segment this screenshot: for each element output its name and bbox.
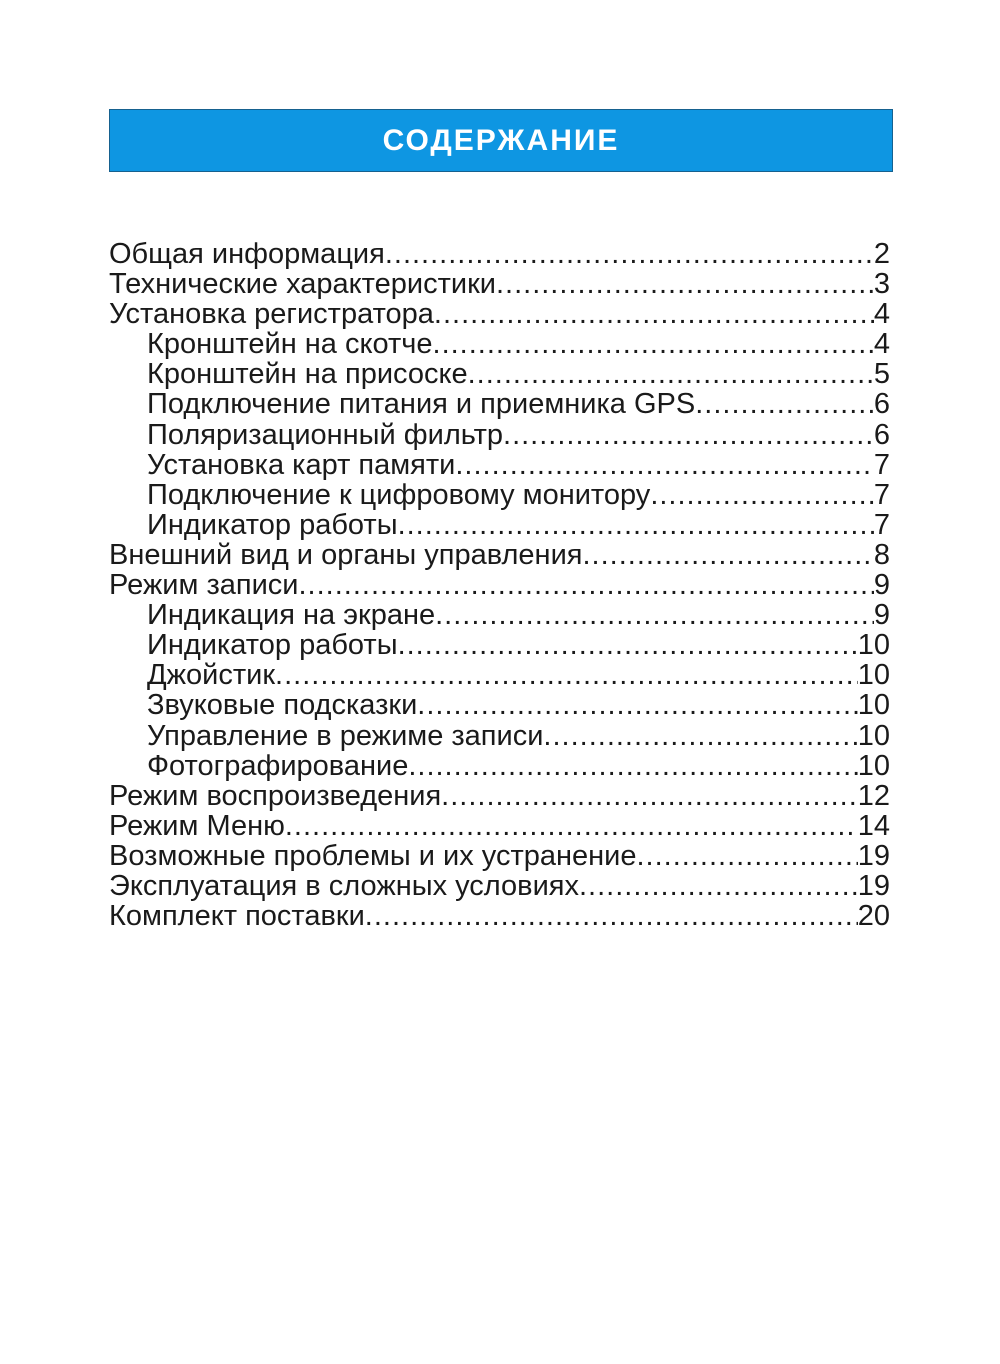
toc-page-number: 14 [857, 809, 890, 842]
toc-page-number: 10 [857, 719, 890, 752]
toc-item-label: Внешний вид и органы управления [109, 538, 583, 571]
table-of-contents [109, 239, 890, 931]
toc-dot-leader [299, 570, 874, 600]
toc-page-number: 7 [873, 448, 890, 481]
toc-item-label: Фотографирование [147, 749, 409, 782]
toc-item-label: Звуковые подсказки [147, 689, 418, 722]
toc-dot-leader [503, 420, 874, 450]
toc-item-label: Кронштейн на присоске [147, 358, 468, 391]
toc-item-label: Установка карт памяти [147, 448, 456, 481]
toc-dot-leader [365, 901, 858, 931]
toc-item-label: Подключение к цифровому монитору [147, 478, 651, 511]
toc-item-label: Возможные проблемы и их устранение [109, 839, 637, 872]
toc-page-number: 7 [873, 508, 890, 541]
toc-dot-leader [385, 239, 874, 269]
toc-row [109, 299, 890, 329]
toc-page-number: 9 [873, 569, 890, 602]
toc-row [109, 660, 890, 690]
toc-row [109, 630, 890, 660]
toc-row [109, 811, 890, 841]
toc-item-label: Индикатор работы [147, 629, 398, 662]
toc-row [109, 871, 890, 901]
toc-page-number: 3 [873, 268, 890, 301]
toc-item-label: Общая информация [109, 238, 385, 270]
toc-item-label: Индикатор работы [147, 508, 398, 541]
toc-item-label: Эксплуатация в сложных условиях [109, 869, 579, 902]
contents-header-banner [109, 109, 893, 172]
toc-row [109, 450, 890, 480]
toc-row [109, 751, 890, 781]
toc-dot-leader [275, 660, 858, 690]
toc-page-number: 10 [857, 749, 890, 782]
toc-item-label: Режим записи [109, 569, 299, 602]
toc-dot-leader [417, 690, 857, 720]
toc-row [109, 420, 890, 450]
toc-item-label: Поляризационный фильтр [147, 418, 504, 451]
toc-dot-leader [455, 450, 873, 480]
toc-row [109, 600, 890, 630]
toc-page-number: 8 [873, 538, 890, 571]
toc-row [109, 781, 890, 811]
toc-dot-leader [496, 269, 874, 299]
toc-page-number: 6 [873, 388, 890, 421]
toc-dot-leader [543, 721, 857, 751]
toc-page-number: 19 [857, 869, 890, 902]
toc-dot-leader [441, 781, 858, 811]
toc-page-number: 9 [873, 599, 890, 632]
toc-page-number: 10 [857, 659, 890, 692]
toc-dot-leader [435, 600, 874, 630]
toc-row [109, 540, 890, 570]
toc-dot-leader [582, 540, 873, 570]
toc-item-label: Режим Меню [109, 809, 285, 842]
toc-item-label: Джойстик [147, 659, 276, 692]
toc-dot-leader [650, 480, 874, 510]
toc-page-number: 4 [873, 298, 890, 331]
toc-page-number: 5 [873, 358, 890, 391]
page-title: СОДЕРЖАНИЕ [382, 123, 620, 157]
toc-row [109, 329, 890, 359]
toc-page-number: 6 [873, 418, 890, 451]
toc-page-number: 20 [857, 900, 890, 933]
toc-row [109, 721, 890, 751]
toc-page-number: 12 [857, 779, 890, 812]
toc-dot-leader [468, 359, 874, 389]
toc-dot-leader [408, 751, 857, 781]
toc-dot-leader [695, 389, 874, 419]
toc-item-label: Кронштейн на скотче [147, 328, 433, 361]
toc-page-number: 4 [873, 328, 890, 361]
toc-item-label: Индикация на экране [147, 599, 436, 632]
toc-page-number: 19 [857, 839, 890, 872]
toc-item-label: Режим воспроизведения [109, 779, 442, 812]
toc-row [109, 690, 890, 720]
toc-dot-leader [398, 630, 858, 660]
toc-item-label: Технические характеристики [109, 268, 496, 301]
toc-row [109, 269, 890, 299]
toc-row [109, 239, 890, 269]
toc-item-label: Подключение питания и приемника GPS [147, 388, 696, 421]
toc-dot-leader [579, 871, 858, 901]
toc-row [109, 901, 890, 931]
toc-dot-leader [433, 329, 874, 359]
toc-dot-leader [637, 841, 858, 871]
toc-page-number: 7 [873, 478, 890, 511]
toc-item-label: Установка регистратора [109, 298, 434, 331]
toc-row [109, 510, 890, 540]
toc-dot-leader [434, 299, 874, 329]
toc-dot-leader [398, 510, 874, 540]
toc-row [109, 570, 890, 600]
toc-row [109, 841, 890, 871]
toc-item-label: Комплект поставки [109, 900, 365, 933]
toc-item-label: Управление в режиме записи [147, 719, 544, 752]
toc-row [109, 359, 890, 389]
toc-page-number: 2 [873, 238, 890, 270]
toc-page-number: 10 [857, 689, 890, 722]
toc-dot-leader [285, 811, 858, 841]
toc-row [109, 389, 890, 419]
toc-page-number: 10 [857, 629, 890, 662]
toc-row [109, 480, 890, 510]
